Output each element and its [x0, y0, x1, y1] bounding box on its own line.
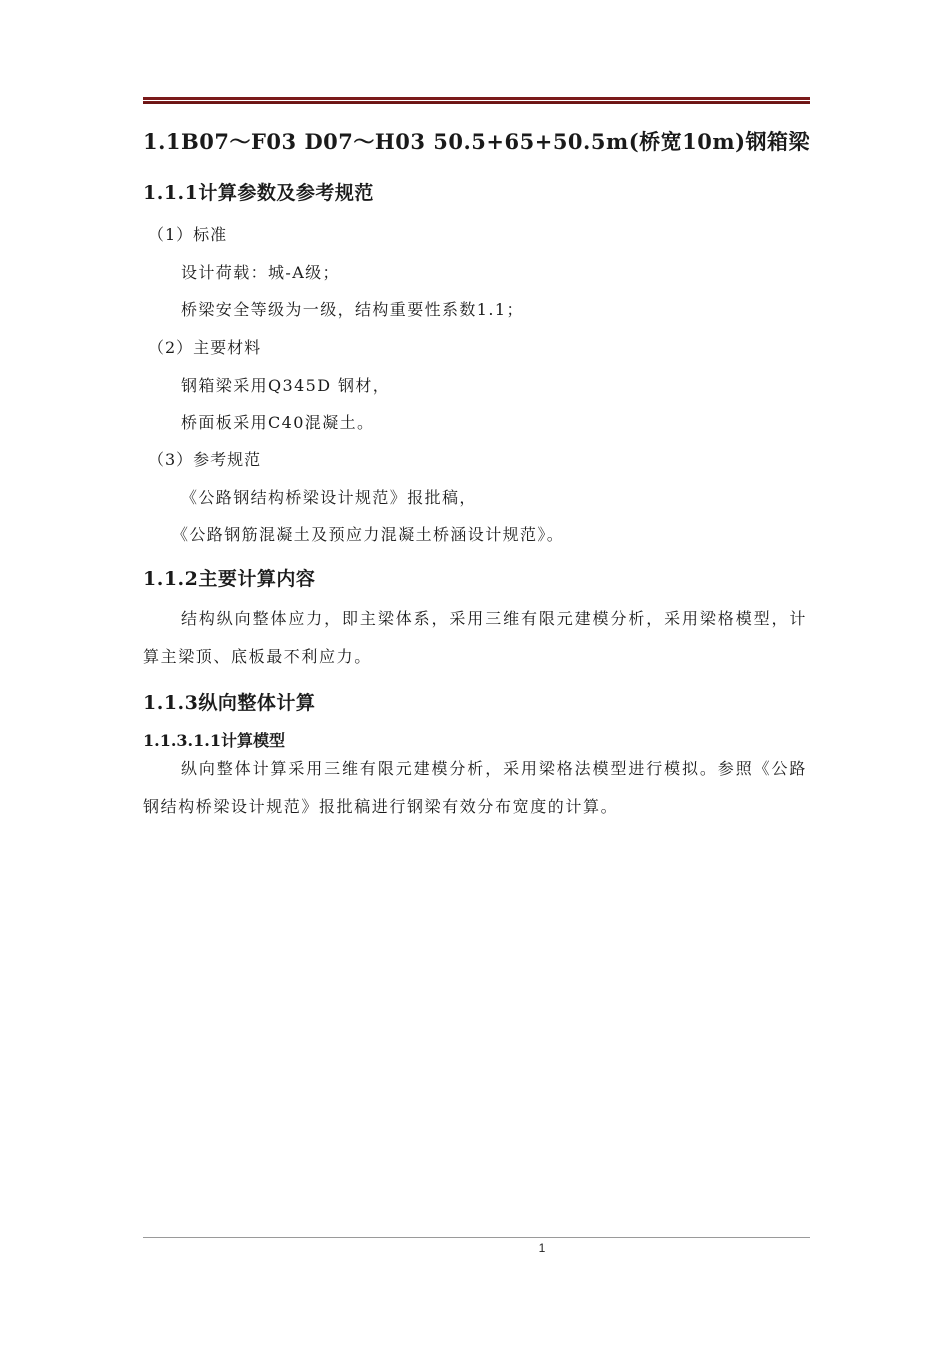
list-item: 《公路钢结构桥梁设计规范》报批稿， [181, 488, 477, 507]
header-rule [143, 97, 810, 104]
subsection-label: （1）标准 [148, 225, 228, 244]
footer-rule [143, 1237, 810, 1238]
list-item: 桥面板采用C40混凝土。 [181, 413, 375, 432]
subsection-title: 1.1.3.1.1计算模型 [143, 731, 285, 750]
section-title: 1.1.1计算参数及参考规范 [143, 182, 374, 204]
subsection-label: （3）参考规范 [148, 450, 262, 469]
list-item: 设计荷载：城-A级； [181, 263, 340, 282]
body-paragraph: 结构纵向整体应力，即主梁体系，采用三维有限元建模分析，采用梁格模型，计算主梁顶、底板最不利应力。 [143, 609, 807, 666]
page-number: 1 [538, 1241, 546, 1255]
list-item: 《公路钢筋混凝土及预应力混凝土桥涵设计规范》。 [172, 525, 565, 544]
subsection-label: （2）主要材料 [148, 338, 262, 357]
list-item: 桥梁安全等级为一级，结构重要性系数1.1； [181, 300, 524, 319]
document-heading: 1.1B07～F03 D07～H03 50.5+65+50.5m(桥宽10m)钢箱梁 [143, 129, 811, 154]
section-title: 1.1.3纵向整体计算 [143, 692, 316, 714]
list-item: 钢箱梁采用Q345D 钢材， [181, 376, 391, 395]
section-title: 1.1.2主要计算内容 [143, 568, 316, 590]
body-paragraph: 纵向整体计算采用三维有限元建模分析，采用梁格法模型进行模拟。参照《公路钢结构桥梁设计规范》报批稿进行钢梁有效分布宽度的计算。 [143, 759, 807, 816]
